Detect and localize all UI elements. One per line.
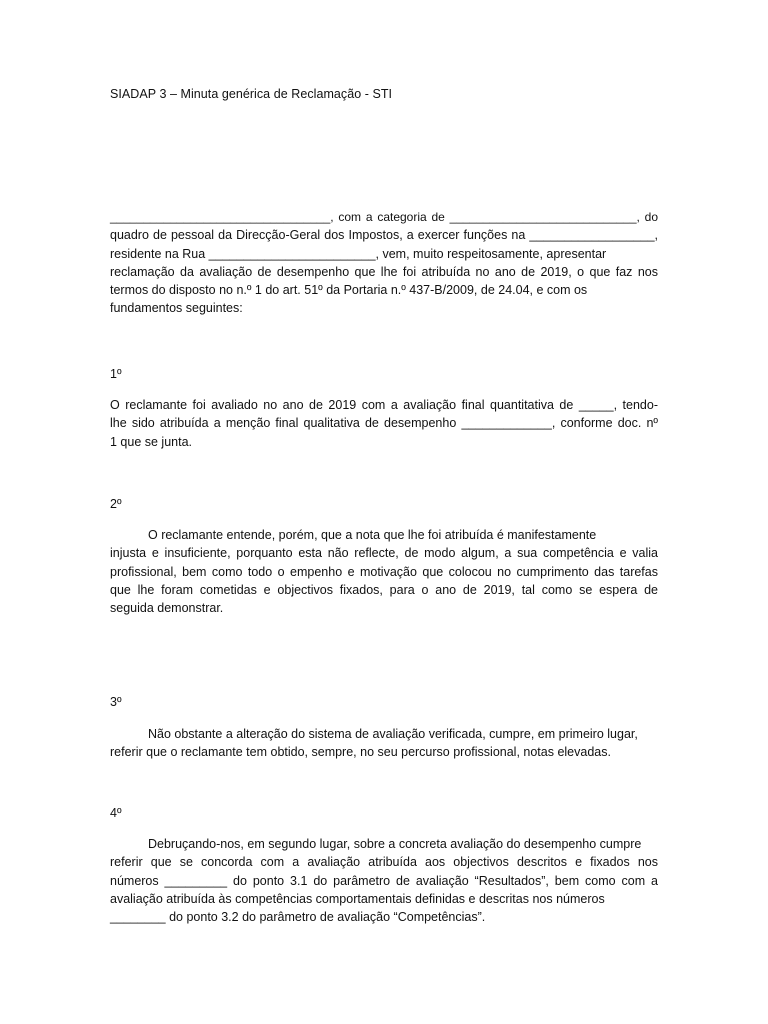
text-line: referir que se concorda com a avaliação atribuída aos objectivos descritos e fixados nos xyxy=(110,855,658,870)
intro-paragraph xyxy=(110,208,658,318)
section-number: 2º xyxy=(110,497,122,511)
text-line: seguida demonstrar. xyxy=(110,601,224,616)
section-1-paragraph xyxy=(110,396,658,451)
text-line: números _________ do ponto 3.1 do parâmetro de avaliação “Resultados”, bem como com a xyxy=(110,873,658,888)
text-line: O reclamante entende, porém, que a nota que lhe foi atribuída é manifestamente xyxy=(148,528,597,542)
section-number: 4º xyxy=(110,806,122,820)
text-line: que lhe foram cometidas e objectivos fixados, para o ano de 2019, tal como se espera de xyxy=(110,582,658,597)
text-line: avaliação atribuída às competências comportamentais definidas e descritas nos números xyxy=(110,891,605,906)
text-line: termos do disposto no n.º 1 do art. 51º da Portaria n.º 437-B/2009, de 24.04, e com os xyxy=(110,283,588,298)
section-3-paragraph xyxy=(110,725,658,762)
text-line: referir que o reclamante tem obtido, sempre, no seu percurso profissional, notas elevadas. xyxy=(110,745,611,760)
text-line: fundamentos seguintes: xyxy=(110,301,243,316)
section-2-paragraph xyxy=(110,526,658,617)
text-line: Não obstante a alteração do sistema de avaliação verificada, cumpre, em primeiro lugar, xyxy=(148,727,638,741)
text-line: O reclamante foi avaliado no ano de 2019 com a avaliação final quantitativa de _____, tendo- xyxy=(110,398,658,412)
text-line: _________________________________, com a categoria de ____________________________, do xyxy=(110,210,658,224)
text-line: Debruçando-nos, em segundo lugar, sobre a concreta avaliação do desempenho cumpre xyxy=(148,837,642,851)
text-line: reclamação da avaliação de desempenho que lhe foi atribuída no ano de 2019, o que faz nos xyxy=(110,264,658,279)
document-title: SIADAP 3 – Minuta genérica de Reclamação - STI xyxy=(110,87,393,101)
text-line: injusta e insuficiente, porquanto esta não reflecte, de modo algum, a sua competência e valia xyxy=(110,546,658,561)
text-line: 1 que se junta. xyxy=(110,434,193,449)
text-line: ________ do ponto 3.2 do parâmetro de avaliação “Competências”. xyxy=(110,910,486,925)
section-number: 3º xyxy=(110,695,122,709)
text-line: quadro de pessoal da Direcção-Geral dos Impostos, a exercer funções na __________________, xyxy=(110,228,658,243)
section-4-paragraph xyxy=(110,835,658,926)
text-line: residente na Rua ________________________, vem, muito respeitosamente, apresentar xyxy=(110,246,607,261)
text-line: lhe sido atribuída a menção final qualitativa de desempenho _____________, conforme doc. nº xyxy=(110,416,658,431)
section-number: 1º xyxy=(110,367,122,381)
text-line: profissional, bem como todo o empenho e motivação que colocou no cumprimento das tarefas xyxy=(110,564,658,579)
